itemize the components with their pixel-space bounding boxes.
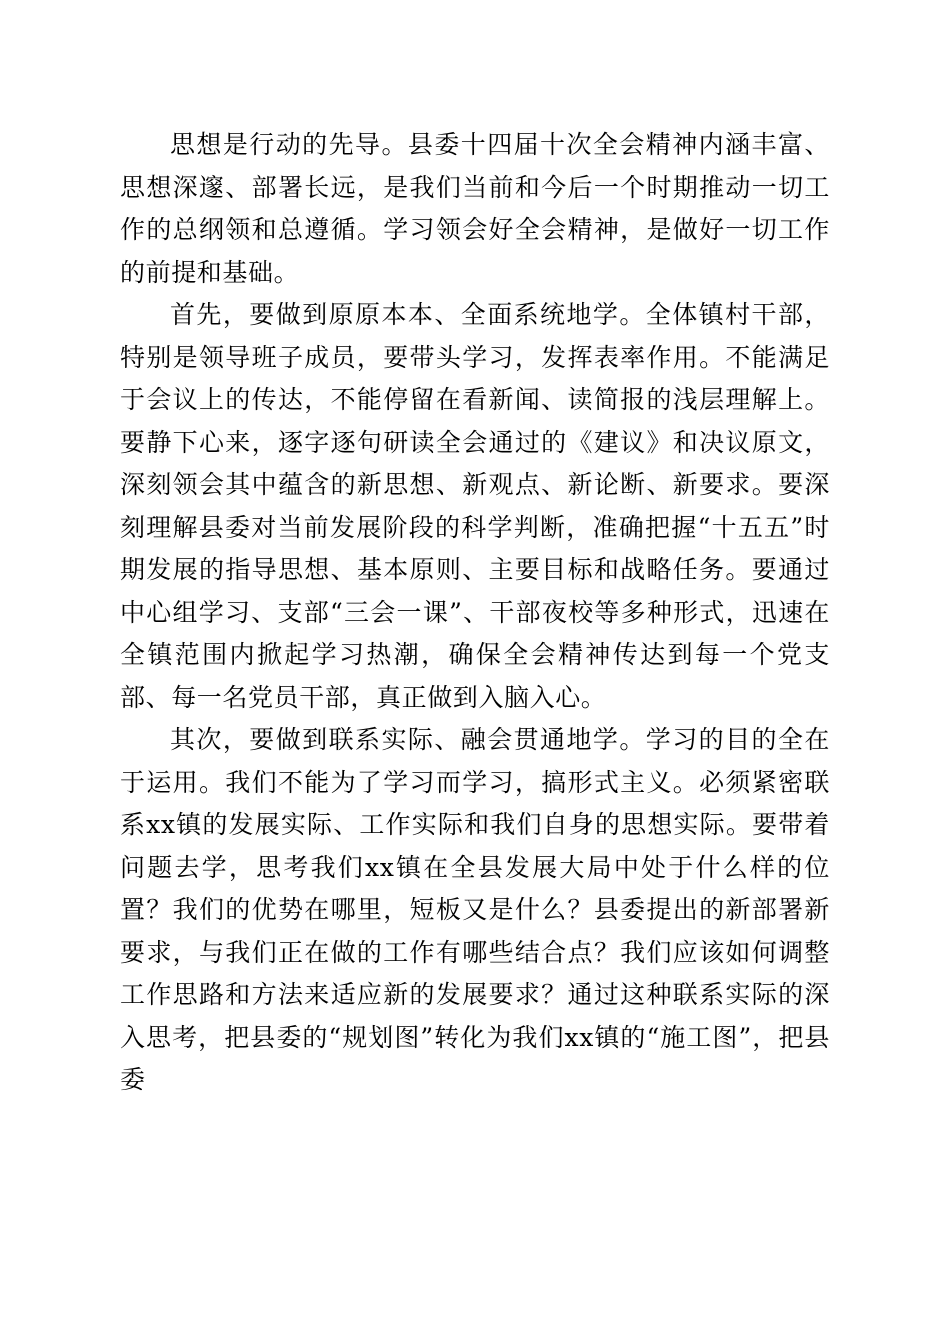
- paragraph-second-point: 其次，要做到联系实际、融会贯通地学。学习的目的全在于运用。我们不能为了学习而学习，搞形式主义。必须紧密联系xx镇的发展实际、工作实际和我们自身的思想实际。要带着问题去学，思考我们xx镇在全县发展大局中处于什么样的位置？我们的优势在哪里，短板又是什么？县委提出的新部署新要求，与我们正在做的工作有哪些结合点？我们应该如何调整工作思路和方法来适应新的发展要求？通过这种联系实际的深入思考，把县委的“规划图”转化为我们xx镇的“施工图”，把县委: [120, 725, 830, 1094]
- paragraph-intro: 思想是行动的先导。县委十四届十次全会精神内涵丰富、思想深邃、部署长远，是我们当前和今后一个时期推动一切工作的总纲领和总遵循。学习领会好全会精神，是做好一切工作的前提和基础。: [120, 130, 830, 287]
- document-body: [120, 124, 830, 1102]
- paragraph-first-point: 首先，要做到原原本本、全面系统地学。全体镇村干部，特别是领导班子成员，要带头学习，发挥表率作用。不能满足于会议上的传达，不能停留在看新闻、读简报的浅层理解上。要静下心来，逐字逐句研读全会通过的《建议》和决议原文，深刻领会其中蕴含的新思想、新观点、新论断、新要求。要深刻理解县委对当前发展阶段的科学判断，准确把握“十五五”时期发展的指导思想、基本原则、主要目标和战略任务。要通过中心组学习、支部“三会一课”、干部夜校等多种形式，迅速在全镇范围内掀起学习热潮，确保全会精神传达到每一个党支部、每一名党员干部，真正做到入脑入心。: [120, 300, 830, 712]
